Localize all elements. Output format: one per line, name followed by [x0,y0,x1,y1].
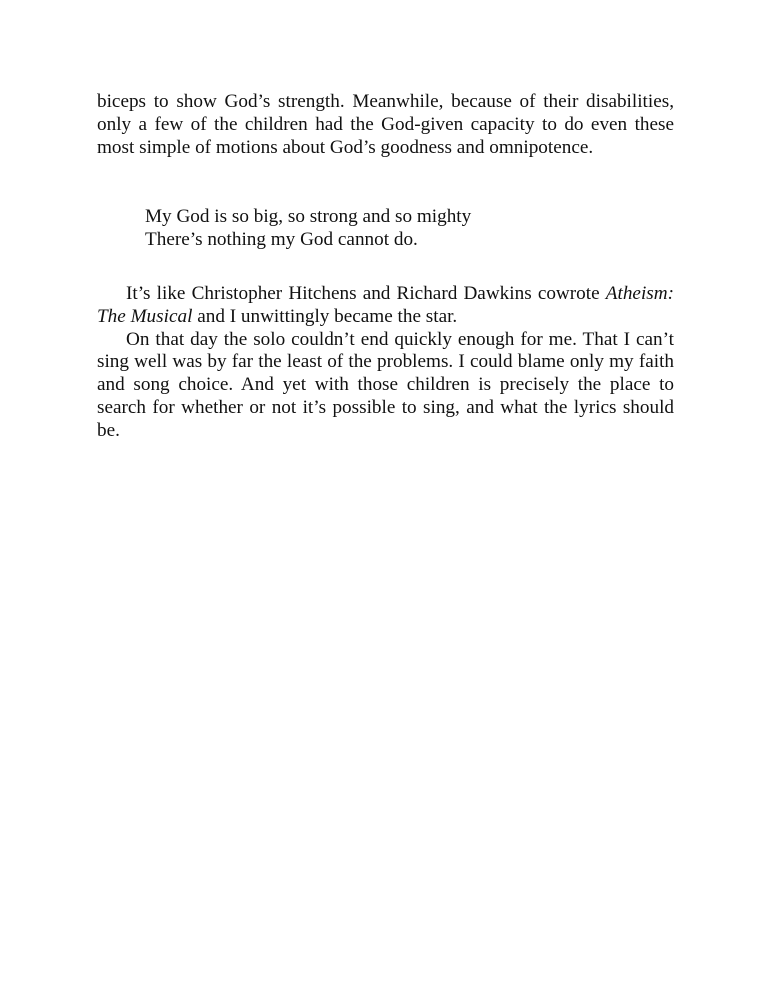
lyrics-line-2: There’s nothing my God cannot do. [145,228,418,250]
paragraph-text-after-title: and I unwittingly became the star. [192,305,458,327]
lyrics-line-1: My God is so big, so strong and so mighty [145,206,472,227]
paragraph-continuation: biceps to show God’s strength. Meanwhile, because of their disabilities, only a few of the children had the God-given capacity to do even these most simple of motions about God’s goodness and omnipotence. [97,91,674,158]
paragraph-solo: On that day the solo couldn’t end quickly enough for me. That I can’t sing well was by far the least of the problems. I could blame only my faith and song choice. And yet with those children is precisely the place to search for whether or not it’s possible to sing, and what the lyrics should be. [97,328,674,441]
song-lyrics-block [145,206,471,252]
musical-title: Atheism: The Musical [97,283,674,327]
body-text [97,283,674,443]
paragraph-atheism-musical [97,283,674,329]
paragraph-text-before-title: It’s like Christopher Hitchens and Richard Dawkins cowrote [126,283,606,304]
